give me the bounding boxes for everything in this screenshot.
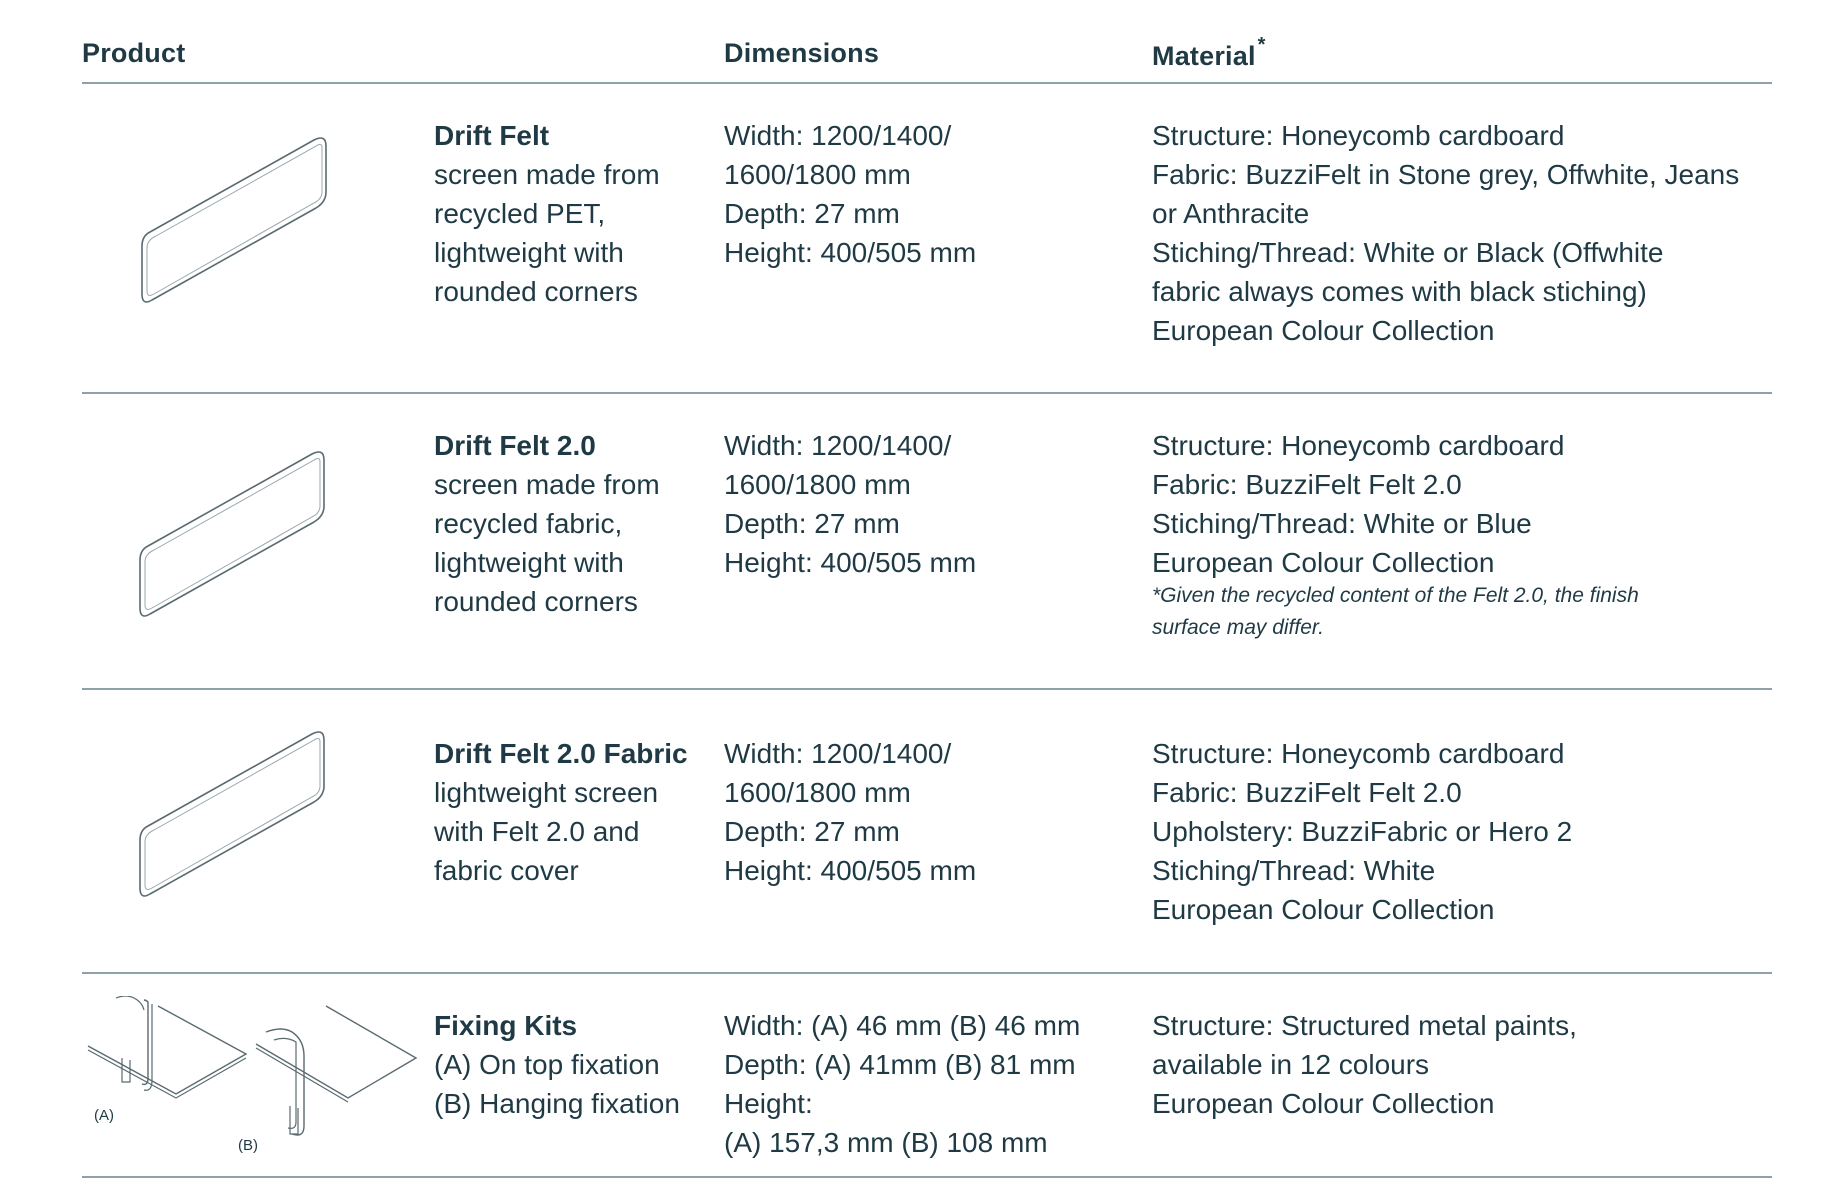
material-line: fabric always comes with black stiching)	[1152, 276, 1647, 307]
material-line: available in 12 colours	[1152, 1049, 1430, 1080]
note-line: surface may differ.	[1152, 616, 1324, 639]
dimension-line: Depth: 27 mm	[724, 508, 900, 539]
material-line: or Anthracite	[1152, 198, 1310, 229]
material-line: European Colour Collection	[1152, 547, 1495, 578]
dimension-line: Depth: (A) 41mm (B) 81 mm	[724, 1049, 1076, 1080]
note-line: *Given the recycled content of the Felt 2.0, the finish	[1152, 584, 1639, 607]
row-description-line: screen made from	[434, 159, 660, 190]
fixing-kit-illustration	[86, 996, 426, 1166]
recycled-content-note	[1152, 580, 1639, 644]
row-description-line: rounded corners	[434, 276, 638, 307]
material-line: Structure: Honeycomb cardboard	[1152, 738, 1565, 769]
dimension-line: Height: 400/505 mm	[724, 855, 977, 886]
dimension-line: (A) 157,3 mm (B) 108 mm	[724, 1127, 1048, 1158]
dimension-line: Depth: 27 mm	[724, 198, 900, 229]
row-divider	[82, 392, 1772, 394]
row-description-line: rounded corners	[434, 586, 638, 617]
product-name-fixing-kits	[434, 1006, 680, 1123]
row-title: Drift Felt 2.0	[434, 430, 596, 461]
material-line: Structure: Structured metal paints,	[1152, 1010, 1577, 1041]
screen-panel-illustration	[136, 446, 336, 626]
row-description-line: screen made from	[434, 469, 660, 500]
fixing-kit-label-a: (A)	[94, 1107, 114, 1124]
material-line: Structure: Honeycomb cardboard	[1152, 120, 1565, 151]
dimension-line: Height: 400/505 mm	[724, 237, 977, 268]
material-line: European Colour Collection	[1152, 894, 1495, 925]
product-name-drift-felt-2	[434, 426, 660, 621]
row-title: Drift Felt	[434, 120, 550, 151]
material-drift-felt-2	[1152, 426, 1564, 582]
row-description-line: recycled fabric,	[434, 508, 623, 539]
row-divider	[82, 972, 1772, 974]
row-title: Fixing Kits	[434, 1010, 578, 1041]
dimension-line: Width: 1200/1400/	[724, 738, 952, 769]
dimension-line: Width: 1200/1400/	[724, 430, 952, 461]
material-line: European Colour Collection	[1152, 315, 1495, 346]
header-divider	[82, 82, 1772, 84]
dimension-line: 1600/1800 mm	[724, 777, 911, 808]
screen-panel-illustration	[138, 132, 338, 312]
dimensions-drift-felt-2-fabric	[724, 734, 976, 890]
material-drift-felt-2-fabric	[1152, 734, 1572, 929]
footnote-mark: *	[1257, 34, 1266, 56]
product-name-drift-felt-2-fabric	[434, 734, 688, 890]
material-line: Upholstery: BuzziFabric or Hero 2	[1152, 816, 1573, 847]
material-fixing-kits	[1152, 1006, 1577, 1123]
column-header-dimensions: Dimensions	[724, 38, 880, 68]
dimension-line: Height: 400/505 mm	[724, 547, 977, 578]
product-name-drift-felt	[434, 116, 660, 311]
fixing-kit-label-b: (B)	[238, 1137, 258, 1154]
dimensions-drift-felt	[724, 116, 976, 272]
screen-panel-illustration	[136, 726, 336, 906]
dimension-line: Height:	[724, 1088, 813, 1119]
row-description-line: with Felt 2.0 and	[434, 816, 640, 847]
dimensions-fixing-kits	[724, 1006, 1080, 1162]
material-line: Stiching/Thread: White	[1152, 855, 1436, 886]
material-drift-felt	[1152, 116, 1739, 350]
row-description-line: lightweight with	[434, 547, 624, 578]
dimensions-drift-felt-2	[724, 426, 976, 582]
row-divider	[82, 688, 1772, 690]
material-line: Fabric: BuzziFelt Felt 2.0	[1152, 469, 1462, 500]
dimension-line: 1600/1800 mm	[724, 159, 911, 190]
row-description-line: lightweight screen	[434, 777, 659, 808]
material-line: Structure: Honeycomb cardboard	[1152, 430, 1565, 461]
material-line: Stiching/Thread: White or Blue	[1152, 508, 1532, 539]
row-description-line: recycled PET,	[434, 198, 606, 229]
dimension-line: Width: (A) 46 mm (B) 46 mm	[724, 1010, 1081, 1041]
material-line: Stiching/Thread: White or Black (Offwhite	[1152, 237, 1664, 268]
dimension-line: 1600/1800 mm	[724, 469, 911, 500]
column-header-product: Product	[82, 38, 186, 68]
dimension-line: Width: 1200/1400/	[724, 120, 952, 151]
row-description-line: lightweight with	[434, 237, 624, 268]
row-description-line: (A) On top fixation	[434, 1049, 660, 1080]
row-description-line: fabric cover	[434, 855, 579, 886]
material-line: Fabric: BuzziFelt in Stone grey, Offwhite, Jeans	[1152, 159, 1740, 190]
column-header-material	[1152, 34, 1266, 72]
material-line: European Colour Collection	[1152, 1088, 1495, 1119]
material-line: Fabric: BuzziFelt Felt 2.0	[1152, 777, 1462, 808]
dimension-line: Depth: 27 mm	[724, 816, 900, 847]
row-description-line: (B) Hanging fixation	[434, 1088, 680, 1119]
table-bottom-divider	[82, 1176, 1772, 1178]
row-title: Drift Felt 2.0 Fabric	[434, 738, 688, 769]
column-header-material-label: Material	[1152, 41, 1256, 71]
